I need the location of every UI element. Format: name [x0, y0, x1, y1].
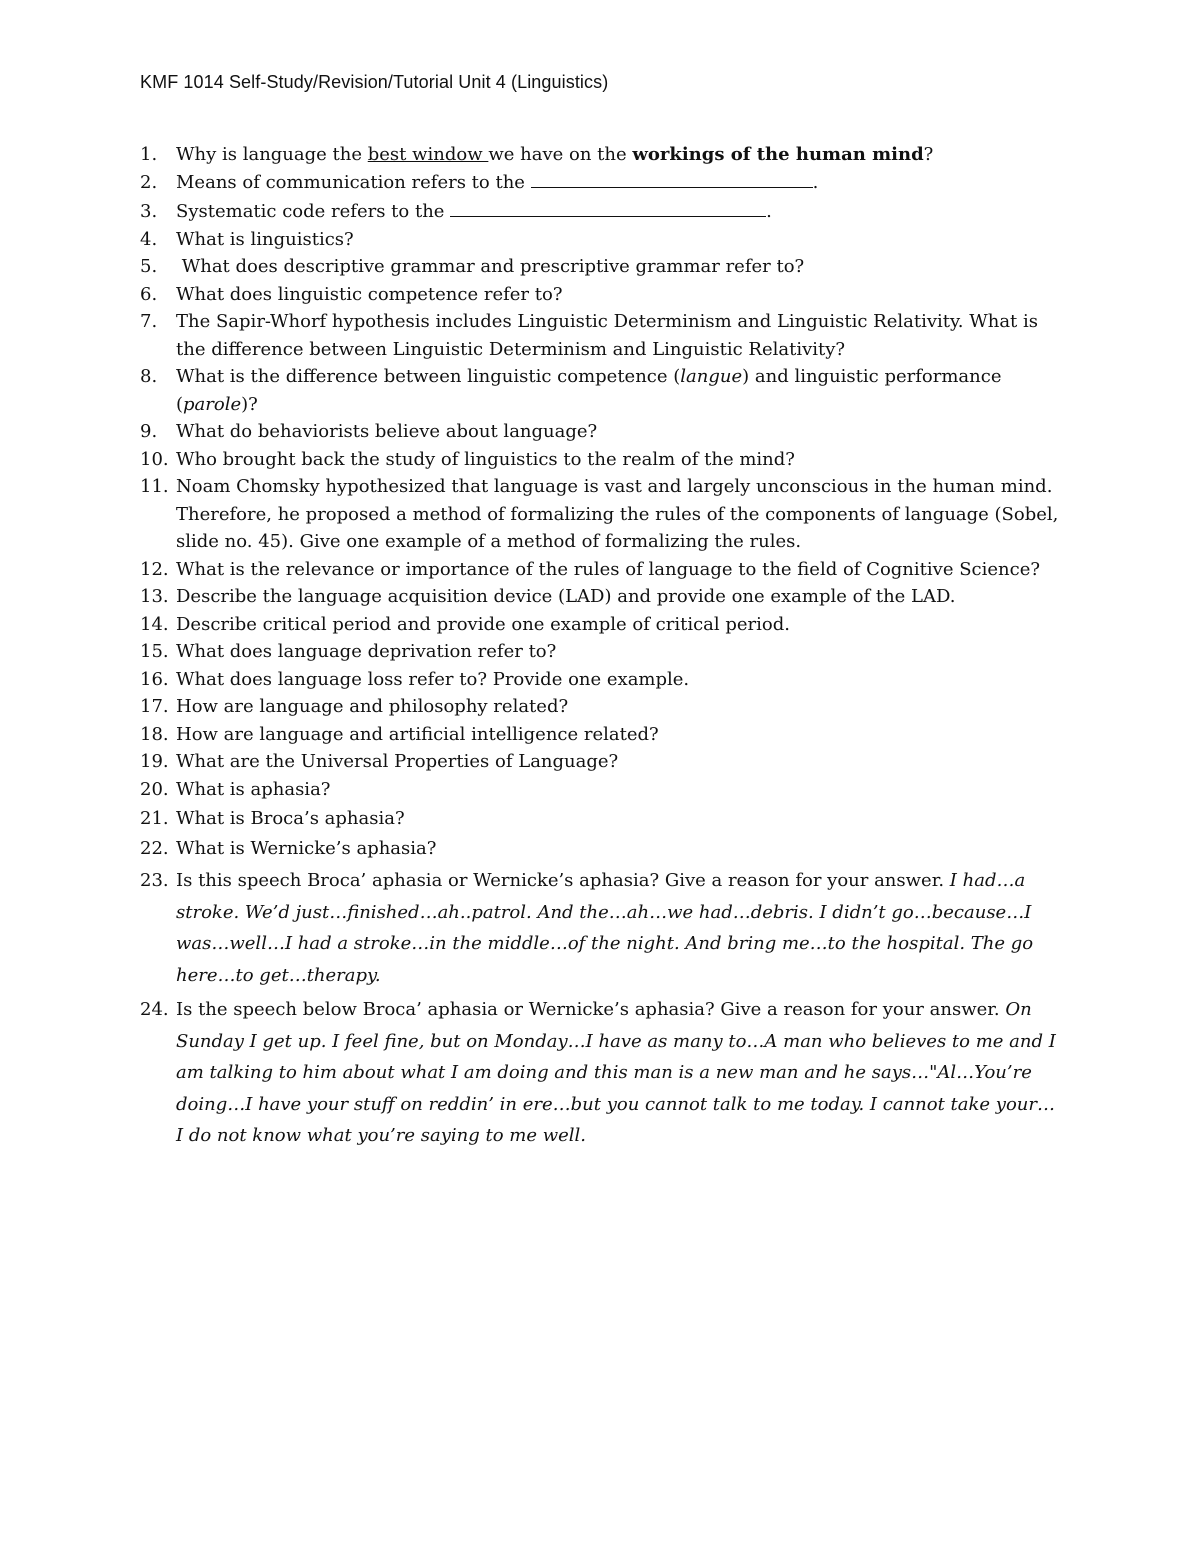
- question-text: ?: [923, 144, 934, 165]
- question-number: 10.: [140, 448, 169, 470]
- question-number: 3.: [140, 201, 158, 222]
- question-number: 23.: [140, 870, 169, 891]
- bold-phrase: workings of the human mind: [632, 144, 924, 165]
- question-text: Describe critical period and provide one example of critical period.: [176, 613, 790, 635]
- question-number: 4.: [140, 228, 158, 250]
- question-text: Is this speech Broca’ aphasia or Wernicke’s aphasia? Give a reason for your answer.: [176, 870, 950, 891]
- underlined-phrase: best window: [367, 144, 489, 165]
- speech-sample: I had…a stroke. We’d just…finished…ah..patrol. And the…ah…we had…debris. I didn’t go…because…I was…well…I had a stroke…in the middle…of the night. And bring me…to the hospital. The go here…to get…therapy.: [176, 870, 1034, 986]
- question-text: What are the Universal Properties of Language?: [176, 751, 619, 772]
- question-number: 5.: [140, 256, 158, 277]
- question-text: What does linguistic competence refer to?: [176, 283, 563, 305]
- question-number: 18.: [140, 723, 169, 745]
- question-item-1: [140, 141, 1060, 169]
- question-text: What is Broca’s aphasia?: [176, 808, 405, 829]
- question-text: Noam Chomsky hypothesized that language is vast and largely unconscious in the human mind. Therefore, he proposed a method of formalizing the rules of the components of language (Sobel, slide no. 45). Give one example of a method of formalizing the rules.: [176, 476, 1059, 552]
- italic-term: langue: [680, 366, 743, 387]
- question-item-13: [140, 583, 1060, 611]
- question-number: 15.: [140, 641, 169, 662]
- question-text: Describe the language acquisition device (LAD) and provide one example of the LAD.: [176, 586, 956, 607]
- question-number: 13.: [140, 586, 169, 607]
- question-item-11: [140, 473, 1060, 556]
- question-number: 19.: [140, 751, 169, 772]
- question-item-10: [140, 446, 1060, 474]
- question-text: The Sapir-Whorf hypothesis includes Linguistic Determinism and Linguistic Relativity. What is the difference between Linguistic Determinism and Linguistic Relativity?: [176, 311, 1038, 360]
- question-item-23: [140, 865, 1060, 991]
- question-item-18: [140, 721, 1060, 749]
- question-number: 20.: [140, 778, 169, 800]
- question-text: What does descriptive grammar and prescriptive grammar refer to?: [176, 256, 805, 277]
- question-text: .: [766, 201, 772, 222]
- question-text: Who brought back the study of linguistics to the realm of the mind?: [176, 448, 795, 470]
- question-text: we have on the: [488, 144, 633, 165]
- question-number: 9.: [140, 421, 158, 442]
- question-number: 11.: [140, 476, 169, 497]
- question-list: [140, 141, 1060, 1152]
- question-number: 14.: [140, 613, 169, 635]
- question-item-3: [140, 198, 1060, 226]
- page-title: KMF 1014 Self-Study/Revision/Tutorial Unit 4 (Linguistics): [140, 72, 609, 92]
- question-number: 7.: [140, 311, 158, 332]
- question-item-7: [140, 308, 1060, 363]
- question-item-2: [140, 169, 1060, 197]
- question-item-16: [140, 666, 1060, 694]
- question-text: ) and linguistic performance (: [176, 366, 1002, 415]
- question-number: 17.: [140, 696, 169, 717]
- question-number: 2.: [140, 171, 158, 193]
- question-number: 16.: [140, 668, 169, 690]
- question-number: 8.: [140, 366, 158, 387]
- question-text: Why is language the: [176, 144, 368, 165]
- question-number: 21.: [140, 808, 169, 829]
- question-text: Is the speech below Broca’ aphasia or Wernicke’s aphasia? Give a reason for your answer.: [176, 999, 1006, 1020]
- question-item-17: [140, 693, 1060, 721]
- fill-in-blank: [531, 186, 813, 188]
- italic-term: parole: [183, 393, 242, 415]
- question-number: 12.: [140, 558, 169, 580]
- question-text: )?: [241, 393, 258, 415]
- question-text: Systematic code refers to the: [176, 201, 451, 222]
- question-item-5: [140, 253, 1060, 281]
- question-text: How are language and philosophy related?: [176, 696, 569, 717]
- question-text: How are language and artificial intelligence related?: [176, 723, 659, 745]
- question-item-19: [140, 748, 1060, 776]
- question-item-24: [140, 994, 1060, 1152]
- question-text: What does language deprivation refer to?: [176, 641, 557, 662]
- question-item-14: [140, 611, 1060, 639]
- question-item-8: [140, 363, 1060, 418]
- question-text: What is aphasia?: [176, 778, 331, 800]
- question-text: What does language loss refer to? Provide one example.: [176, 668, 690, 690]
- question-item-6: [140, 281, 1060, 309]
- question-item-21: [140, 805, 1060, 833]
- question-text: What is the difference between linguistic competence (: [176, 366, 681, 387]
- speech-sample: On Sunday I get up. I feel fine, but on Monday…I have as many to…A man who believes to me and I am talking to him about what I am doing and this man is a new man and he says…"Al…You’re doing…I have your stuff on reddin’ in ere…but you cannot talk to me today. I cannot take your…I do not know what you’re saying to me well.: [176, 999, 1056, 1146]
- question-item-12: [140, 556, 1060, 584]
- question-text: What do behaviorists believe about language?: [176, 421, 598, 442]
- question-text: What is the relevance or importance of the rules of language to the field of Cognitive Science?: [176, 558, 1040, 580]
- question-item-9: [140, 418, 1060, 446]
- question-text: What is linguistics?: [176, 228, 354, 250]
- fill-in-blank: [450, 215, 766, 217]
- question-number: 1.: [140, 144, 158, 165]
- question-item-15: [140, 638, 1060, 666]
- question-text: What is Wernicke’s aphasia?: [176, 837, 437, 859]
- question-text: .: [812, 171, 819, 193]
- question-item-20: [140, 776, 1060, 804]
- question-number: 24.: [140, 999, 169, 1020]
- question-item-22: [140, 835, 1060, 863]
- question-item-4: [140, 226, 1060, 254]
- question-text: Means of communication refers to the: [176, 171, 531, 193]
- question-number: 6.: [140, 283, 158, 305]
- question-number: 22.: [140, 837, 169, 859]
